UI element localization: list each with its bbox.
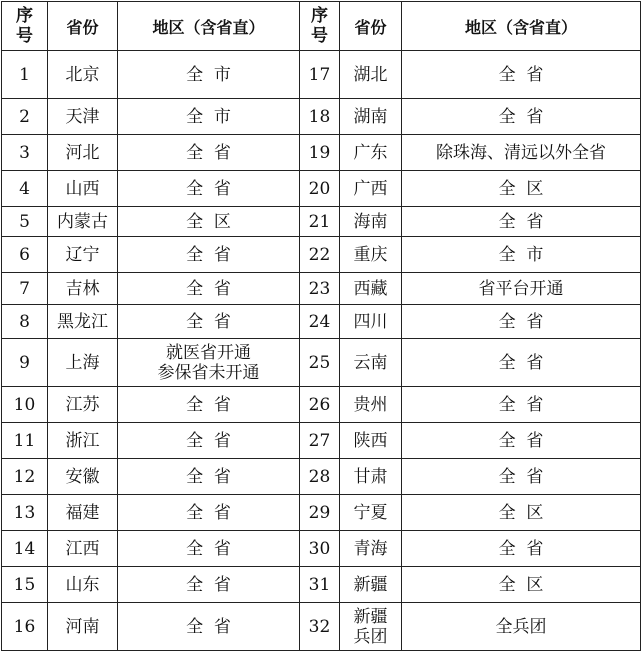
province-cell: 福建 [48,495,118,531]
region-cell: 全 省 [118,603,300,651]
table-row [2,99,641,135]
province-cell: 贵州 [340,387,402,423]
region-cell: 全 省 [402,387,641,423]
region-cell: 全 区 [402,567,641,603]
row-index: 5 [2,207,48,237]
table-row [2,567,641,603]
region-cell: 全 省 [402,339,641,387]
row-index: 17 [300,51,340,99]
province-cell: 重庆 [340,237,402,273]
province-cell: 北京 [48,51,118,99]
row-index: 12 [2,459,48,495]
province-cell: 宁夏 [340,495,402,531]
region-cell: 全 省 [118,531,300,567]
province-cell: 吉林 [48,273,118,305]
row-index: 2 [2,99,48,135]
row-index: 8 [2,305,48,339]
row-index: 32 [300,603,340,651]
table-row [2,423,641,459]
province-cell: 青海 [340,531,402,567]
province-cell: 湖北 [340,51,402,99]
province-cell: 山西 [48,171,118,207]
region-cell: 全兵团 [402,603,641,651]
region-cell: 全 省 [118,459,300,495]
region-cell: 全 省 [118,423,300,459]
province-cell: 上海 [48,339,118,387]
header-row [2,2,641,51]
row-index: 4 [2,171,48,207]
table-row [2,387,641,423]
header-index-left [2,2,48,51]
region-cell: 全 省 [402,99,641,135]
row-index: 6 [2,237,48,273]
province-cell: 内蒙古 [48,207,118,237]
province-cell: 广东 [340,135,402,171]
region-cell: 全 省 [402,207,641,237]
region-cell: 全 区 [118,207,300,237]
region-cell: 全 区 [402,171,641,207]
header-index-line1: 序 [311,6,328,26]
row-index: 21 [300,207,340,237]
table-body [2,51,641,651]
row-index: 25 [300,339,340,387]
province-cell [340,603,402,651]
region-cell: 全 市 [118,51,300,99]
region-cell [118,339,300,387]
table-row [2,531,641,567]
table-row [2,135,641,171]
province-cell: 浙江 [48,423,118,459]
province-cell: 河南 [48,603,118,651]
region-table [1,1,641,651]
province-cell: 河北 [48,135,118,171]
table-row [2,339,641,387]
province-cell: 湖南 [340,99,402,135]
row-index: 24 [300,305,340,339]
row-index: 23 [300,273,340,305]
province-line: 新疆 [353,606,388,627]
region-line: 参保省未开通 [157,362,260,383]
region-cell: 全 省 [402,531,641,567]
table-row [2,207,641,237]
row-index: 20 [300,171,340,207]
header-index-right [300,2,340,51]
row-index: 28 [300,459,340,495]
province-cell: 四川 [340,305,402,339]
region-cell: 全 省 [118,135,300,171]
province-cell: 广西 [340,171,402,207]
row-index: 7 [2,273,48,305]
row-index: 22 [300,237,340,273]
row-index: 26 [300,387,340,423]
region-cell: 省平台开通 [402,273,641,305]
row-index: 29 [300,495,340,531]
region-cell: 全 省 [118,237,300,273]
province-cell: 云南 [340,339,402,387]
row-index: 11 [2,423,48,459]
header-index-line1: 序 [16,6,33,26]
region-cell: 全 市 [118,99,300,135]
row-index: 15 [2,567,48,603]
province-cell: 黑龙江 [48,305,118,339]
province-cell: 江苏 [48,387,118,423]
province-line: 兵团 [353,626,388,647]
table-row [2,459,641,495]
row-index: 3 [2,135,48,171]
row-index: 10 [2,387,48,423]
region-cell: 全 市 [402,237,641,273]
region-cell: 全 省 [118,495,300,531]
region-cell: 全 省 [118,305,300,339]
header-region-left: 地区（含省直） [118,2,300,51]
province-cell: 辽宁 [48,237,118,273]
row-index: 13 [2,495,48,531]
region-cell: 除珠海、清远以外全省 [402,135,641,171]
table-row [2,237,641,273]
row-index: 16 [2,603,48,651]
province-cell: 新疆 [340,567,402,603]
header-region-right: 地区（含省直） [402,2,641,51]
region-cell: 全 省 [402,51,641,99]
province-cell: 海南 [340,207,402,237]
province-cell: 西藏 [340,273,402,305]
header-index-line2: 号 [16,26,33,46]
table-row [2,273,641,305]
province-cell: 山东 [48,567,118,603]
region-cell: 全 省 [402,423,641,459]
region-cell: 全 省 [118,171,300,207]
row-index: 14 [2,531,48,567]
region-cell: 全 省 [118,273,300,305]
province-cell: 安徽 [48,459,118,495]
row-index: 19 [300,135,340,171]
region-cell: 全 省 [402,459,641,495]
row-index: 9 [2,339,48,387]
table-row [2,305,641,339]
table-row [2,51,641,99]
table-row [2,171,641,207]
header-province-right: 省份 [340,2,402,51]
table-row [2,495,641,531]
header-index-line2: 号 [311,26,328,46]
header-province-left: 省份 [48,2,118,51]
province-cell: 甘肃 [340,459,402,495]
row-index: 1 [2,51,48,99]
region-cell: 全 区 [402,495,641,531]
region-cell: 全 省 [118,567,300,603]
row-index: 18 [300,99,340,135]
row-index: 30 [300,531,340,567]
table-row [2,603,641,651]
row-index: 31 [300,567,340,603]
row-index: 27 [300,423,340,459]
province-cell: 江西 [48,531,118,567]
region-cell: 全 省 [402,305,641,339]
province-cell: 天津 [48,99,118,135]
region-cell: 全 省 [118,387,300,423]
province-cell: 陕西 [340,423,402,459]
region-line: 就医省开通 [166,342,251,363]
